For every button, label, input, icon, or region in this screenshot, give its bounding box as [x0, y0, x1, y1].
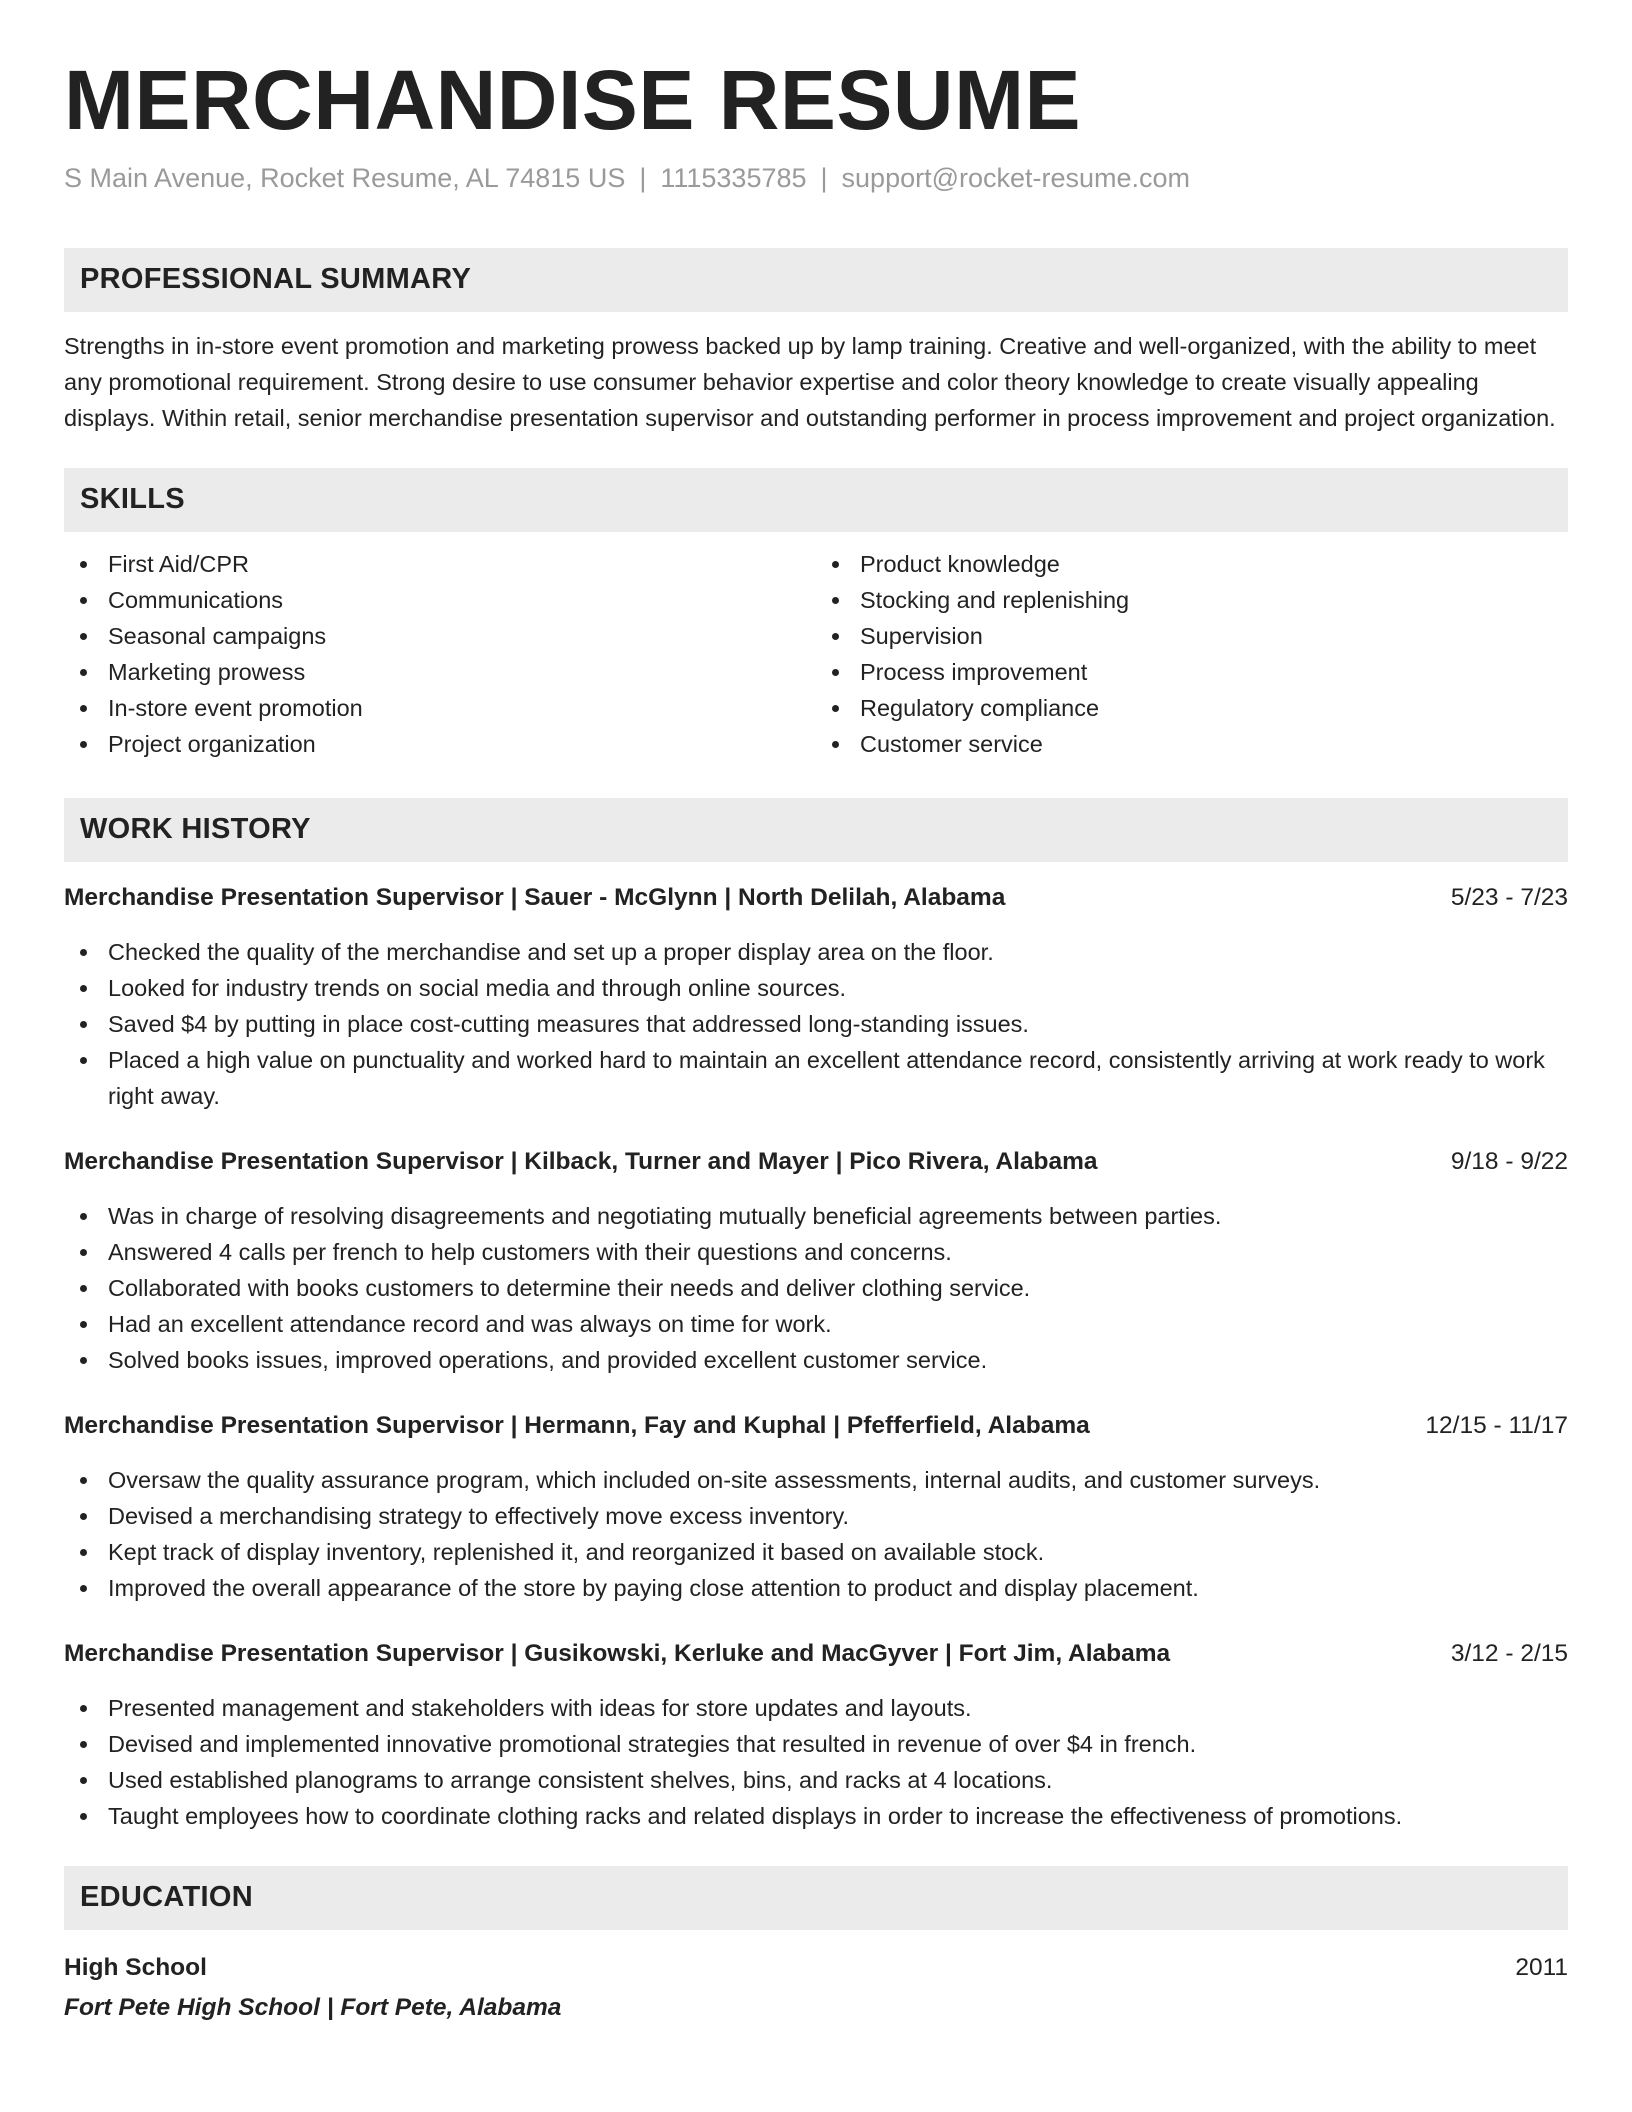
job-bullet: Devised a merchandising strategy to effectively move excess inventory. [64, 1498, 1568, 1534]
job-dates: 5/23 - 7/23 [1450, 883, 1568, 911]
job-entry [64, 880, 1568, 1114]
job-bullets [64, 1462, 1568, 1606]
job-bullet: Presented management and stakeholders with ideas for store updates and layouts. [64, 1690, 1568, 1726]
skills-list [64, 546, 1568, 762]
job-heading-row [64, 880, 1568, 916]
section-header-summary: PROFESSIONAL SUMMARY [64, 248, 1568, 312]
contact-separator: | [820, 162, 828, 193]
skill-item: Stocking and replenishing [816, 582, 1568, 618]
job-bullet: Solved books issues, improved operations, and provided excellent customer service. [64, 1342, 1568, 1378]
job-heading: Merchandise Presentation Supervisor | Hermann, Fay and Kuphal | Pfefferfield, Alabama [64, 1411, 1090, 1439]
job-heading-row [64, 1636, 1568, 1672]
job-bullet: Collaborated with books customers to determine their needs and deliver clothing service. [64, 1270, 1568, 1306]
skill-item: Communications [64, 582, 816, 618]
job-bullet: Answered 4 calls per french to help customers with their questions and concerns. [64, 1234, 1568, 1270]
contact-address: S Main Avenue, Rocket Resume, AL 74815 US [64, 162, 626, 193]
section-header-education: EDUCATION [64, 1866, 1568, 1930]
contact-phone: 1115335785 [660, 162, 807, 193]
job-bullet: Devised and implemented innovative promotional strategies that resulted in revenue of over $4 in french. [64, 1726, 1568, 1762]
job-entry [64, 1144, 1568, 1378]
skills-column-left [64, 546, 816, 762]
job-dates: 12/15 - 11/17 [1425, 1411, 1568, 1439]
job-bullet: Checked the quality of the merchandise and set up a proper display area on the floor. [64, 934, 1568, 970]
job-bullet: Used established planograms to arrange consistent shelves, bins, and racks at 4 locations. [64, 1762, 1568, 1798]
education-heading-row [64, 1948, 1568, 1988]
job-bullet: Oversaw the quality assurance program, which included on-site assessments, internal audits, and customer surveys. [64, 1462, 1568, 1498]
job-bullet: Saved $4 by putting in place cost-cutting measures that addressed long-standing issues. [64, 1006, 1568, 1042]
contact-separator: | [639, 162, 647, 193]
skills-column-right [816, 546, 1568, 762]
section-header-skills: SKILLS [64, 468, 1568, 532]
skill-item: Project organization [64, 726, 816, 762]
job-heading: Merchandise Presentation Supervisor | Sauer - McGlynn | North Delilah, Alabama [64, 883, 1006, 911]
job-bullet: Had an excellent attendance record and was always on time for work. [64, 1306, 1568, 1342]
job-bullet: Was in charge of resolving disagreements and negotiating mutually beneficial agreements between parties. [64, 1198, 1568, 1234]
skill-item: Marketing prowess [64, 654, 816, 690]
skill-item: First Aid/CPR [64, 546, 816, 582]
job-bullet: Taught employees how to coordinate clothing racks and related displays in order to increase the effectiveness of promotions. [64, 1798, 1568, 1834]
job-bullets [64, 1690, 1568, 1834]
skill-item: Seasonal campaigns [64, 618, 816, 654]
contact-line [64, 161, 1568, 196]
job-dates: 9/18 - 9/22 [1450, 1147, 1568, 1175]
skill-item: Customer service [816, 726, 1568, 762]
job-bullets [64, 934, 1568, 1114]
skill-item: Product knowledge [816, 546, 1568, 582]
job-heading-row [64, 1408, 1568, 1444]
job-bullet: Kept track of display inventory, replenished it, and reorganized it based on available stock. [64, 1534, 1568, 1570]
job-heading: Merchandise Presentation Supervisor | Kilback, Turner and Mayer | Pico Rivera, Alabama [64, 1147, 1098, 1175]
job-entry [64, 1408, 1568, 1606]
job-bullet: Looked for industry trends on social media and through online sources. [64, 970, 1568, 1006]
skill-item: In-store event promotion [64, 690, 816, 726]
skill-item: Supervision [816, 618, 1568, 654]
job-bullets [64, 1198, 1568, 1378]
job-dates: 3/12 - 2/15 [1450, 1639, 1568, 1667]
summary-text: Strengths in in-store event promotion and marketing prowess backed up by lamp training. Creative and well-organized, with the ability to meet any promotional requirement. Strong desire to use consumer behavior expertise and color theory knowledge to create visually appealing displays. Within retail, senior merchandise presentation supervisor and outstanding performer in process improvement and project organization. [64, 332, 1556, 431]
skill-item: Regulatory compliance [816, 690, 1568, 726]
education-year: 2011 [1515, 1953, 1568, 1981]
job-heading: Merchandise Presentation Supervisor | Gusikowski, Kerluke and MacGyver | Fort Jim, Alabama [64, 1639, 1171, 1667]
job-bullet: Improved the overall appearance of the store by paying close attention to product and display placement. [64, 1570, 1568, 1606]
job-heading-row [64, 1144, 1568, 1180]
resume-title: MERCHANDISE RESUME [64, 53, 1082, 147]
job-entry [64, 1636, 1568, 1834]
education-school: Fort Pete High School | Fort Pete, Alabama [64, 1993, 562, 2021]
skill-item: Process improvement [816, 654, 1568, 690]
education-degree: High School [64, 1953, 207, 1981]
contact-email: support@rocket-resume.com [841, 162, 1191, 193]
section-header-work-history: WORK HISTORY [64, 798, 1568, 862]
education-entry [64, 1948, 1568, 2028]
job-bullet: Placed a high value on punctuality and worked hard to maintain an excellent attendance record, consistently arriving at work ready to work right away. [64, 1042, 1568, 1114]
